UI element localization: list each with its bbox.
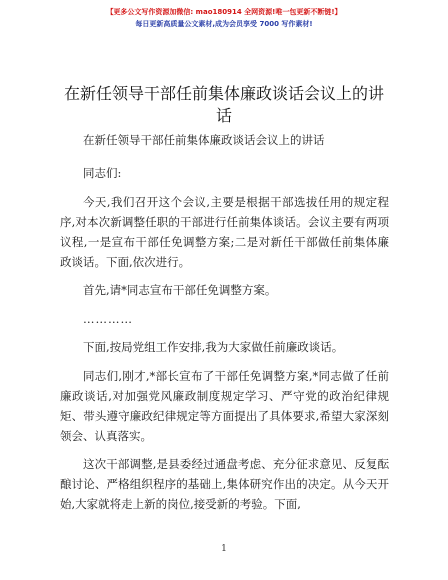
ellipsis-separator: ………… [83,311,133,326]
body-paragraph: 今天,我们召开这个会议,主要是根据干部选拔任用的规定程序,对本次新调整任职的干部进行任前集体谈话。会议主要有两项议程,一是宣布干部任免调整方案;二是对新任干部做任前集体廉政谈话。下面,依次进行。 [60,194,389,269]
body-subtitle: 在新任领导干部任前集体廉政谈话会议上的讲话 [83,133,325,147]
promo-header [0,6,448,30]
page-number: 1 [221,544,227,554]
document-title: 在新任领导干部任前集体廉政谈话会议上的讲话 [63,84,384,125]
body-paragraph: 这次干部调整,是县委经过通盘考虑、充分征求意见、反复酝酿讨论、严格组织程序的基础上,集体研究作出的决定。从今天开始,大家就将走上新的岗位,接受新的考验。下面, [60,457,389,511]
body-paragraph: 首先,请*同志宣布干部任免调整方案。 [83,283,277,297]
document-body [60,130,389,523]
body-paragraph: 同志们,刚才,*部长宣布了干部任免调整方案,*同志做了任前廉政谈话,对加强党风廉政制度规定学习、严守党的政治纪律规矩、带头遵守廉政纪律规定等方面提出了具体要求,希望大家深刻领会、认真落实。 [60,368,389,443]
promo-line-1: 【更多公文写作资源加微信: mao180914 全网资源!唯一包更新不断链!】 [106,8,342,16]
salutation: 同志们: [83,166,122,180]
body-paragraph: 下面,按局党组工作安排,我为大家做任前廉政谈话。 [83,340,344,354]
promo-line-2: 每日更新高质量公文素材,成为会员享受 7000 写作素材! [135,20,313,28]
